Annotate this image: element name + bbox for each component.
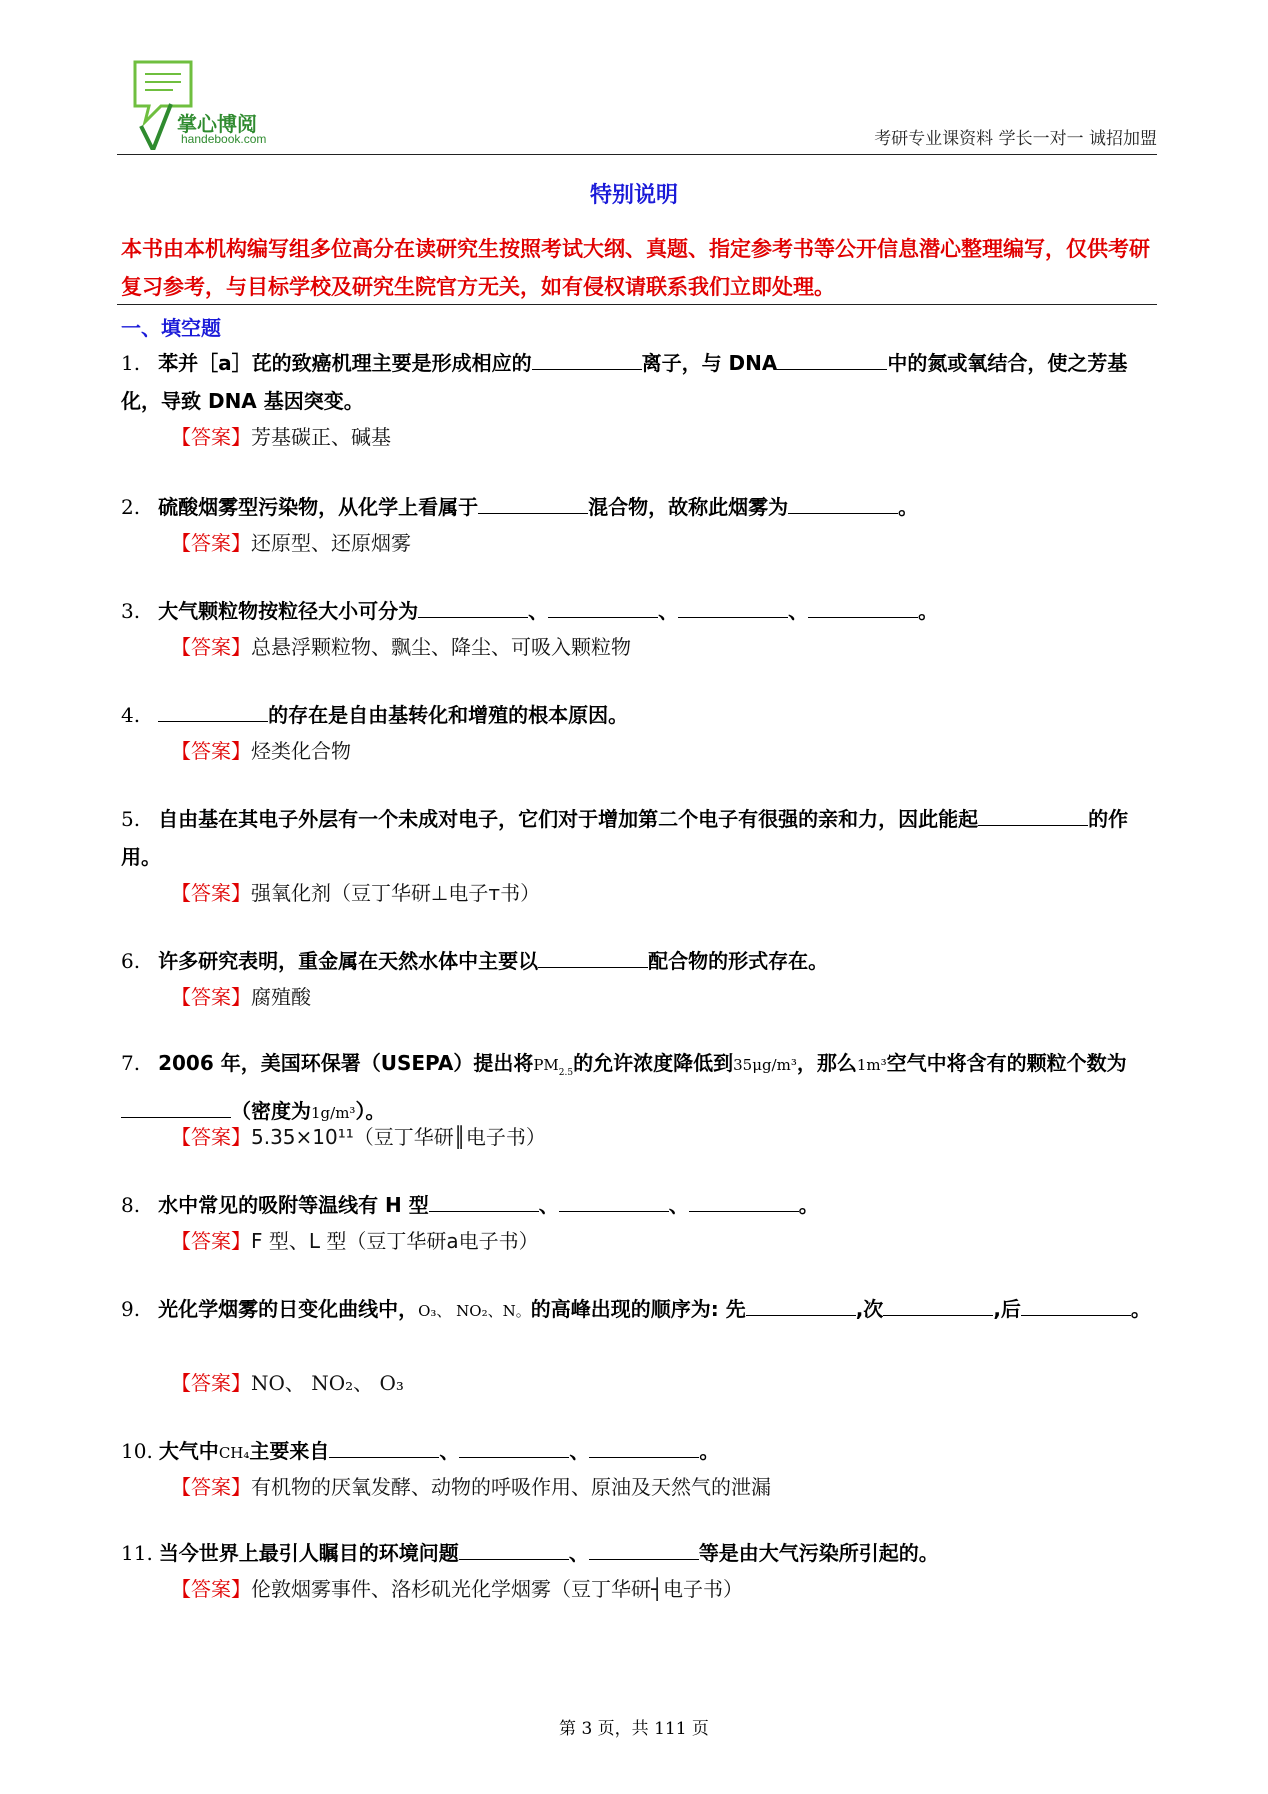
question-1: 1. 苯并［a］芘的致癌机理主要是形成相应的 离子，与 DNA 中的氮或氧结合，使之芳基化，导致 DNA 基因突变。 <box>121 351 1128 413</box>
answer-blank <box>978 805 1088 826</box>
answer-blank <box>746 1295 856 1316</box>
page-header <box>117 58 1157 158</box>
answer-blank <box>418 597 528 618</box>
answer-blank <box>459 1539 569 1560</box>
answer-3: 【答案】总悬浮颗粒物、飘尘、降尘、可吸入颗粒物 <box>171 635 631 659</box>
answer-9: 【答案】NO、 NO₂、 O₃ <box>171 1371 404 1395</box>
logo-name: 掌心博阅 <box>177 112 257 136</box>
answer-blank <box>538 947 648 968</box>
answer-blank <box>777 349 887 370</box>
question-7: 7. 2006 年，美国环保署（USEPA）提出将$PM_{2.5}$的允许浓度降低到35μg/m³，那么1m³空气中将含有的颗粒个数为（密度为1g/m³）。 <box>121 1051 1127 1123</box>
question-3: 3. 大气颗粒物按粒径大小可分为 、 、 、 。 <box>121 599 939 623</box>
section-heading: 一、填空题 <box>121 316 221 340</box>
page-footer: 第 3 页，共 111 页 <box>559 1719 709 1739</box>
answer-10: 【答案】有机物的厌氧发酵、动物的呼吸作用、原油及天然气的泄漏 <box>171 1475 771 1499</box>
answer-6: 【答案】腐殖酸 <box>171 985 311 1009</box>
answer-blank <box>589 1437 699 1458</box>
answer-8: 【答案】F 型、L 型（豆丁华研a电子书） <box>171 1229 539 1253</box>
answer-blank <box>678 597 788 618</box>
question-6: 6. 许多研究表明，重金属在天然水体中主要以 配合物的形式存在。 <box>121 949 829 973</box>
answer-blank <box>532 349 642 370</box>
answer-11: 【答案】伦敦烟雾事件、洛杉矶光化学烟雾（豆丁华研┤电子书） <box>171 1577 744 1601</box>
answer-blank <box>548 597 658 618</box>
question-11: 11. 当今世界上最引人瞩目的环境问题 、 等是由大气污染所引起的。 <box>121 1541 939 1565</box>
answer-4: 【答案】烃类化合物 <box>171 739 351 763</box>
notice-divider <box>117 304 1157 305</box>
page-title: 特别说明 <box>589 183 678 208</box>
answer-blank <box>559 1191 669 1212</box>
question-4: 4. 的存在是自由基转化和增殖的根本原因。 <box>121 703 629 727</box>
answer-blank <box>158 701 268 722</box>
answer-blank <box>121 1097 231 1118</box>
question-5: 5. 自由基在其电子外层有一个未成对电子，它们对于增加第二个电子有很强的亲和力，因此能起 的作用。 <box>121 807 1129 869</box>
answer-blank <box>429 1191 539 1212</box>
question-2: 2. 硫酸烟雾型污染物，从化学上看属于 混合物，故称此烟雾为 。 <box>121 495 919 519</box>
answer-blank <box>788 493 898 514</box>
question-10: 10. 大气中CH₄主要来自 、 、 。 <box>121 1439 720 1463</box>
answer-blank <box>689 1191 799 1212</box>
answer-blank <box>478 493 588 514</box>
answer-blank <box>808 597 918 618</box>
answer-blank <box>459 1437 569 1458</box>
answer-blank <box>589 1539 699 1560</box>
answer-7: 【答案】5.35×10¹¹（豆丁华研║电子书） <box>171 1125 546 1149</box>
answer-5: 【答案】强氧化剂（豆丁华研⊥电子ᴛ书） <box>171 881 541 905</box>
answer-blank <box>329 1437 439 1458</box>
answer-blank <box>1021 1295 1131 1316</box>
header-divider <box>117 154 1157 155</box>
answer-2: 【答案】还原型、还原烟雾 <box>171 531 411 555</box>
notice-text: 本书由本机构编写组多位高分在读研究生按照考试大纲、真题、指定参考书等公开信息潜心整理编写，仅供考研复习参考，与目标学校及研究生院官方无关，如有侵权请联系我们立即处理。 <box>121 237 1150 299</box>
answer-blank <box>883 1295 993 1316</box>
question-9: 9. 光化学烟雾的日变化曲线中，O₃、 NO₂、N。的高峰出现的顺序为: 先 ,次 ,后 。 <box>121 1297 1151 1321</box>
header-tagline: 考研专业课资料 学长一对一 诚招加盟 <box>874 129 1157 149</box>
answer-1: 【答案】芳基碳正、碱基 <box>171 425 391 449</box>
handebook-logo <box>133 60 333 150</box>
question-8: 8. 水中常见的吸附等温线有 H 型 、 、 。 <box>121 1193 819 1217</box>
logo-url: handebook.com <box>181 132 267 146</box>
